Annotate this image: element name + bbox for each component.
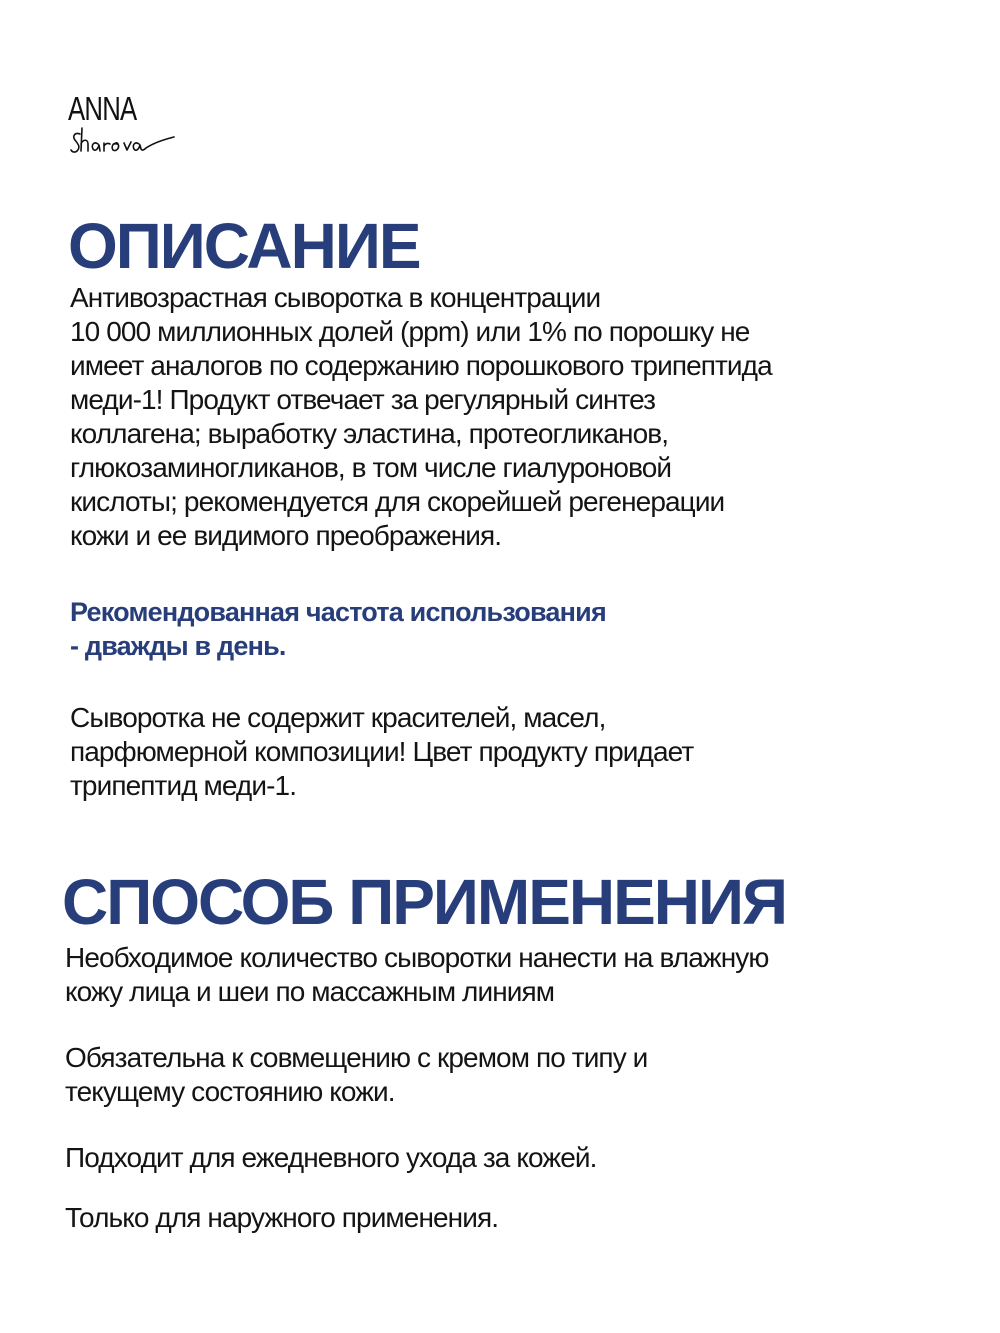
text-line: Рекомендованная частота использования <box>70 597 606 627</box>
text-line: глюкозаминогликанов, в том числе гиалуроновой <box>70 452 672 483</box>
text-line: кислоты; рекомендуется для скорейшей регенерации <box>70 486 725 517</box>
usage-instruction-2 <box>65 1041 647 1109</box>
text-line: 10 000 миллионных долей (ppm) или 1% по порошку не <box>70 316 750 347</box>
text-line: Обязательна к совмещению с кремом по типу и <box>65 1042 648 1073</box>
text-line: Только для наружного применения. <box>65 1202 499 1233</box>
text-line: парфюмерной композиции! Цвет продукту придает <box>70 736 694 767</box>
text-line: меди-1! Продукт отвечает за регулярный синтез <box>70 384 656 415</box>
usage-instruction-1 <box>65 941 769 1009</box>
composition-note <box>70 701 693 803</box>
logo-script-sharova <box>66 90 176 174</box>
text-line: - дважды в день. <box>70 631 286 661</box>
section-title-description: ОПИСАНИЕ <box>68 210 420 282</box>
text-line: Сыворотка не содержит красителей, масел, <box>70 702 606 733</box>
text-line: Антивозрастная сыворотка в концентрации <box>70 282 601 313</box>
brand-logo <box>66 90 176 174</box>
text-line: имеет аналогов по содержанию порошкового трипептида <box>70 350 772 381</box>
usage-frequency-note <box>70 595 606 663</box>
description-paragraph <box>70 281 772 553</box>
text-line: кожу лица и шеи по массажным линиям <box>65 976 555 1007</box>
text-line: коллагена; выработку эластина, протеогликанов, <box>70 418 669 449</box>
text-line: Необходимое количество сыворотки нанести на влажную <box>65 942 769 973</box>
logo-text-anna: ANNA <box>68 90 137 127</box>
text-line: кожи и ее видимого преображения. <box>70 520 502 551</box>
text-line: трипептид меди-1. <box>70 770 297 801</box>
text-line: текущему состоянию кожи. <box>65 1076 395 1107</box>
text-line: Подходит для ежедневного ухода за кожей. <box>65 1142 597 1173</box>
usage-instruction-3 <box>65 1141 597 1175</box>
usage-instruction-4 <box>65 1201 498 1235</box>
section-title-usage: СПОСОБ ПРИМЕНЕНИЯ <box>62 866 786 938</box>
